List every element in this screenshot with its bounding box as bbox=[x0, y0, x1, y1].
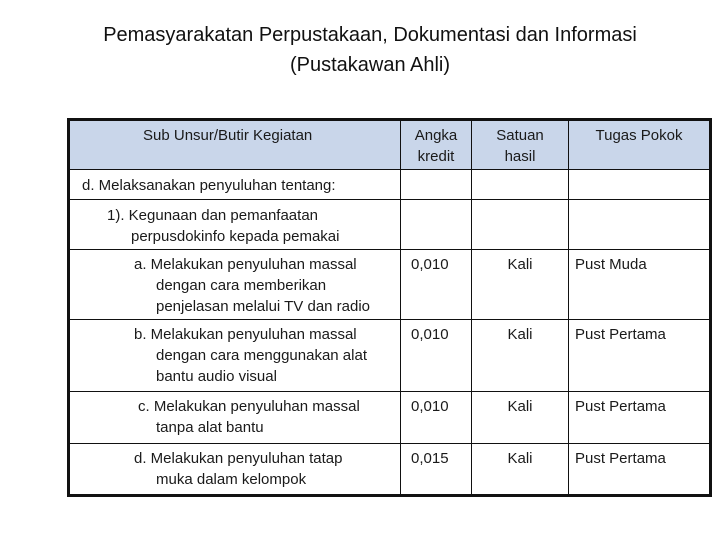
header-satuan-line2: hasil bbox=[504, 148, 536, 165]
row-c-desc-line2: tanpa alat bantu bbox=[156, 419, 264, 436]
table-header-row bbox=[69, 120, 711, 170]
row-b-satuan: Kali bbox=[472, 320, 569, 392]
title-line-2: (Pustakawan Ahli) bbox=[289, 54, 451, 76]
table-row bbox=[69, 392, 711, 444]
row-d-tugas: Pust Pertama bbox=[569, 444, 711, 496]
row-b-tugas: Pust Pertama bbox=[569, 320, 711, 392]
activity-table-wrapper bbox=[67, 118, 712, 497]
row-b-desc-line3: bantu audio visual bbox=[156, 368, 277, 385]
header-sub-unsur: Sub Unsur/Butir Kegiatan bbox=[69, 120, 401, 170]
activity-table bbox=[67, 118, 712, 497]
subsection-empty-tugas bbox=[569, 200, 711, 250]
subsection-label bbox=[69, 200, 401, 250]
subsection-empty-angka bbox=[401, 200, 472, 250]
header-angka-line2: kredit bbox=[417, 148, 455, 165]
row-b-desc bbox=[69, 320, 401, 392]
row-d-satuan: Kali bbox=[472, 444, 569, 496]
section-empty-satuan bbox=[472, 170, 569, 200]
subsection-line1: 1). Kegunaan dan pemanfaatan bbox=[107, 207, 319, 224]
row-a-desc-line1: a. Melakukan penyuluhan massal bbox=[134, 256, 357, 273]
header-angka-line1: Angka bbox=[414, 127, 458, 144]
page-title bbox=[0, 20, 720, 80]
row-c-satuan: Kali bbox=[472, 392, 569, 444]
subsection-empty-satuan bbox=[472, 200, 569, 250]
row-b-desc-line1: b. Melakukan penyuluhan massal bbox=[134, 326, 357, 343]
row-c-desc bbox=[69, 392, 401, 444]
row-d-desc-line1: d. Melakukan penyuluhan tatap bbox=[134, 450, 343, 467]
section-label: d. Melaksanakan penyuluhan tentang: bbox=[69, 170, 401, 200]
header-tugas-pokok: Tugas Pokok bbox=[569, 120, 711, 170]
row-a-desc-line3: penjelasan melalui TV dan radio bbox=[156, 298, 371, 315]
table-row bbox=[69, 320, 711, 392]
table-row bbox=[69, 444, 711, 496]
subsection-row bbox=[69, 200, 711, 250]
section-empty-angka bbox=[401, 170, 472, 200]
subsection-line2: perpusdokinfo kepada pemakai bbox=[131, 228, 340, 245]
section-empty-tugas bbox=[569, 170, 711, 200]
table-row bbox=[69, 250, 711, 320]
row-a-tugas: Pust Muda bbox=[569, 250, 711, 320]
row-b-desc-line2: dengan cara menggunakan alat bbox=[156, 347, 367, 364]
row-a-satuan: Kali bbox=[472, 250, 569, 320]
row-c-desc-line1: c. Melakukan penyuluhan massal bbox=[138, 398, 360, 415]
header-satuan-line1: Satuan bbox=[496, 127, 544, 144]
header-angka-kredit bbox=[401, 120, 472, 170]
section-row bbox=[69, 170, 711, 200]
row-b-angka: 0,010 bbox=[401, 320, 472, 392]
row-a-angka: 0,010 bbox=[401, 250, 472, 320]
row-c-angka: 0,010 bbox=[401, 392, 472, 444]
row-d-desc-line2: muka dalam kelompok bbox=[156, 471, 307, 488]
row-d-angka: 0,015 bbox=[401, 444, 472, 496]
row-a-desc bbox=[69, 250, 401, 320]
row-c-tugas: Pust Pertama bbox=[569, 392, 711, 444]
title-line-1: Pemasyarakatan Perpustakaan, Dokumentasi dan Informasi bbox=[103, 24, 637, 46]
row-d-desc bbox=[69, 444, 401, 496]
row-a-desc-line2: dengan cara memberikan bbox=[156, 277, 327, 294]
header-satuan-hasil bbox=[472, 120, 569, 170]
